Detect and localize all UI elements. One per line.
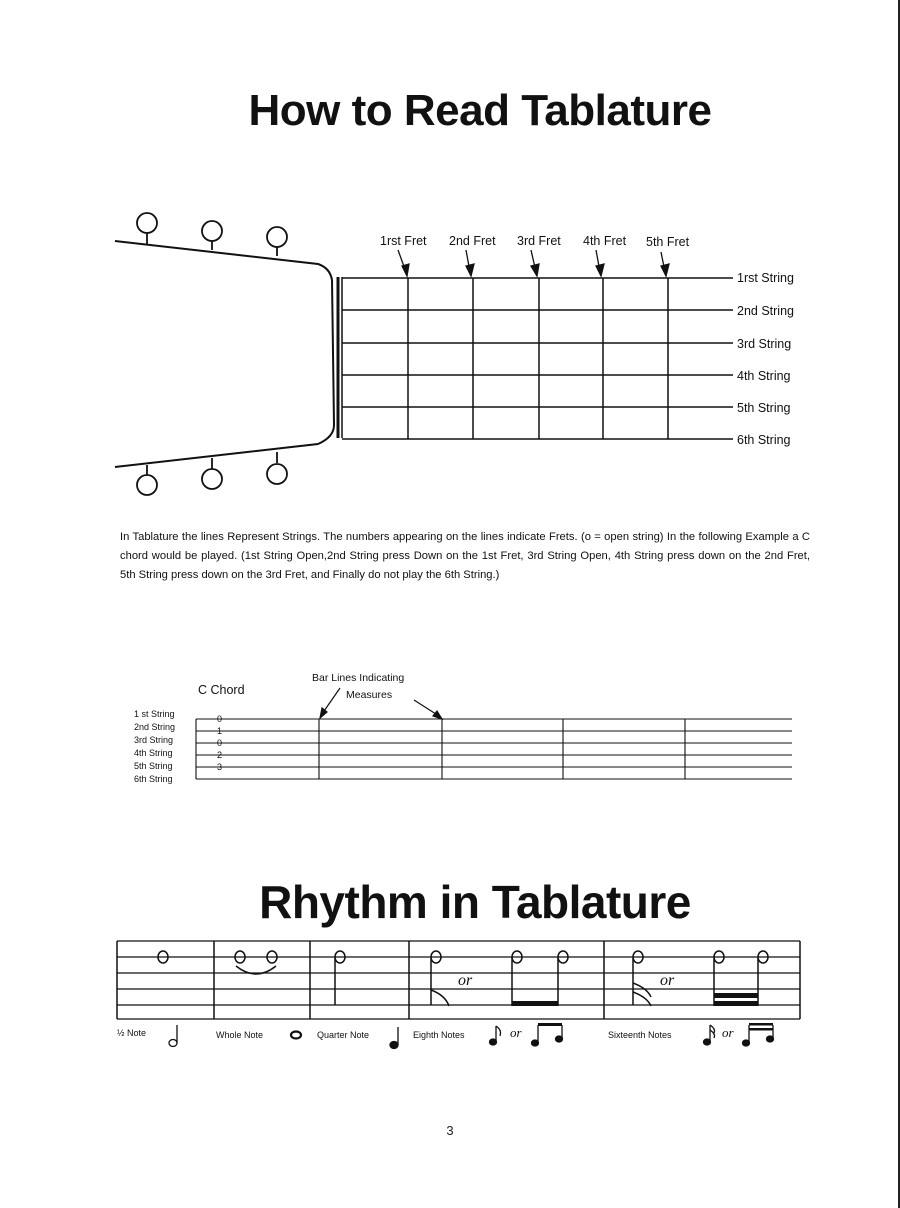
tab-string-label-4: 4th String [134, 748, 173, 758]
sixteenth-note-icon [704, 1025, 715, 1045]
measures-label: Measures [346, 689, 393, 701]
legend-half-note: ½ Note [117, 1028, 147, 1038]
fret-label-5: 5th Fret [646, 235, 690, 249]
fret-label-3: 3rd Fret [517, 234, 561, 248]
tab-string-label-2: 2nd String [134, 722, 176, 732]
eighth-note-symbol [431, 951, 568, 1006]
beamed-eighth-icon [532, 1023, 563, 1046]
page-number: 3 [446, 1123, 454, 1138]
explanation-paragraph: In Tablature the lines Represent Strings. The numbers appearing on the lines indicate Frets. (o = open string) In the following Example a C chord would be played. (1st String Open,2nd String press Down on the 1st Fret, 3rd String Open, 4th String press down on the 2nd Fret, 5th String press down on the 3rd Fret, and Finally do not play the 6th String.) [120, 531, 810, 581]
string-label-4: 4th String [737, 369, 791, 383]
string-label-2: 2nd String [737, 304, 794, 318]
tab-string-label-3: 3rd String [134, 735, 174, 745]
or-label: or [458, 972, 473, 989]
bar-lines-label: Bar Lines Indicating [312, 672, 405, 684]
quarter-note-icon [390, 1027, 398, 1049]
fret-label-4: 4th Fret [583, 234, 627, 248]
legend-whole-note: Whole Note [216, 1030, 264, 1040]
tab-fret-number: 3 [217, 762, 223, 772]
c-chord-label: C Chord [198, 683, 245, 697]
rhythm-legend [117, 1023, 774, 1049]
or-label: or [660, 972, 675, 989]
legend-or: or [722, 1025, 734, 1040]
legend-or: or [510, 1025, 522, 1040]
tab-string-label-1: 1 st String [134, 709, 175, 719]
legend-eighth-notes: Eighth Notes [413, 1030, 465, 1040]
tab-fret-number: 0 [217, 714, 223, 724]
legend-quarter-note: Quarter Note [317, 1030, 370, 1040]
beamed-sixteenth-icon [743, 1023, 774, 1046]
tab-fret-number: 1 [217, 726, 223, 736]
rhythm-title: Rhythm in Tablature [259, 876, 691, 928]
quarter-note-symbol [335, 951, 345, 1005]
string-label-5: 5th String [737, 401, 791, 415]
eighth-note-icon [490, 1026, 501, 1045]
tab-string-label-5: 5th String [134, 761, 173, 771]
string-label-1: 1rst String [737, 271, 794, 285]
whole-note-icon [291, 1032, 301, 1039]
legend-sixteenth-notes: Sixteenth Notes [608, 1030, 672, 1040]
tab-fret-number: 2 [217, 750, 223, 760]
page-title: How to Read Tablature [248, 86, 712, 135]
fret-label-1: 1rst Fret [380, 234, 427, 248]
string-label-3: 3rd String [737, 337, 792, 351]
sixteenth-note-symbol [633, 951, 768, 1006]
string-label-6: 6th String [737, 433, 791, 447]
whole-note-symbol [235, 951, 277, 974]
tab-string-label-6: 6th String [134, 774, 173, 784]
fret-label-2: 2nd Fret [449, 234, 496, 248]
tab-fret-number: 0 [217, 738, 223, 748]
half-note-icon [169, 1025, 177, 1047]
